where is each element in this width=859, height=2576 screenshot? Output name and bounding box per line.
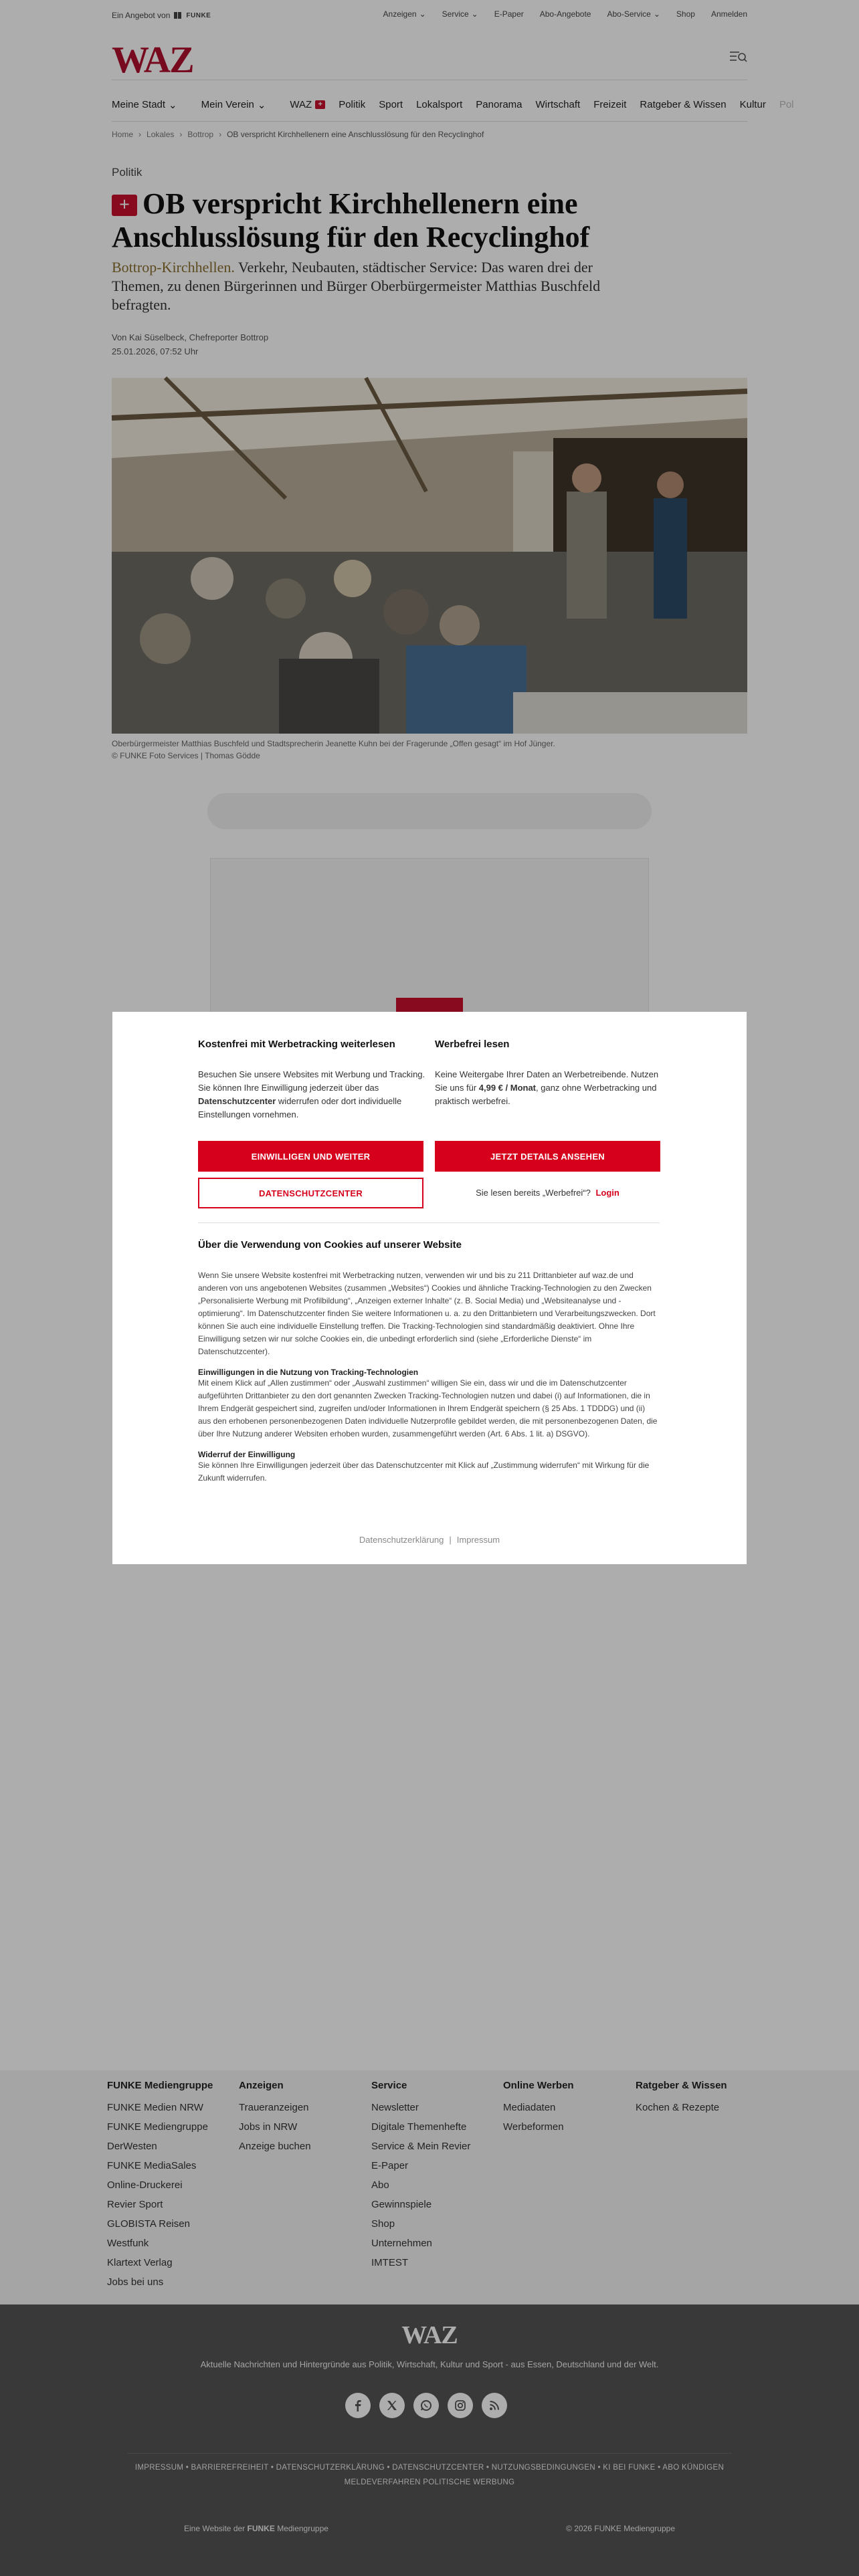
offer-prefix: Ein Angebot von <box>112 11 171 20</box>
breadcrumb-current: OB verspricht Kirchhellenern eine Anschlusslösung für den Recyclinghof <box>227 130 484 139</box>
nav-item-wirtschaft[interactable]: Wirtschaft <box>535 99 581 110</box>
footer-link[interactable]: Jobs in NRW <box>239 2121 298 2133</box>
offer-brand: FUNKE <box>186 11 211 19</box>
topbar-link-shop[interactable]: Shop <box>676 9 695 19</box>
details-button[interactable]: JETZT DETAILS ANSEHEN <box>435 1141 660 1172</box>
chevron-down-icon: ⌄ <box>169 99 177 111</box>
legal-line[interactable]: IMPRESSUM • BARRIEREFREIHEIT • DATENSCHUTZERKLÄRUNG • DATENSCHUTZCENTER • NUTZUNGSBEDINGUNGEN • KI BEI FUNKE • ABO KÜNDIGEN <box>134 2464 725 2472</box>
cookie-info-subtitle: Einwilligungen in die Nutzung von Tracking-Technologien <box>198 1368 419 1377</box>
footer-link[interactable]: Newsletter <box>371 2102 419 2113</box>
copyright: © 2026 FUNKE Mediengruppe <box>566 2524 675 2533</box>
footer-link[interactable]: DerWesten <box>107 2141 157 2152</box>
already-subscribed-row <box>435 1188 660 1198</box>
headline-text: OB verspricht Kirchhellenern eine Anschlusslösung für den Recyclinghof <box>112 187 590 253</box>
footer-link[interactable]: Shop <box>371 2218 395 2230</box>
adfree-price: 4,99 € / Monat <box>478 1083 537 1093</box>
nav-item-freizeit[interactable]: Freizeit <box>593 99 627 110</box>
consent-footer-links: Datenschutzerklärung | Impressum <box>112 1535 747 1545</box>
legal-line[interactable]: MELDEVERFAHREN POLITISCHE WERBUNG <box>344 2478 515 2486</box>
login-link[interactable]: Login <box>595 1188 619 1198</box>
consent-free-text: Besuchen Sie unsere Websites mit Werbung und Tracking. Sie können Ihre Einwilligung jederzeit über das Datenschutzcenter widerrufen oder dort individuelle Einstellungen vornehmen. <box>198 1069 425 1119</box>
consent-adfree-column <box>435 1039 662 1108</box>
footer-link[interactable]: E-Paper <box>371 2160 409 2171</box>
imprint-link[interactable]: Impressum <box>456 1535 500 1545</box>
footer-link[interactable]: Traueranzeigen <box>239 2102 309 2113</box>
cookie-info-paragraph: Mit einem Klick auf „Allen zustimmen“ oder „Auswahl zustimmen“ willigen Sie ein, dass wir und die im Datenschutzcenter aufgeführten Drittanbieter zu den dort genannten Zwecken Tracking-Technologien nutzen und dabei (i) auf Informationen, die in Ihrem Endgerät gespeichert sind, zugreifen und/oder Informationen in Ihrem Endgerät speichern (§ 25 Abs. 1 TDDDG) und (ii) aus den erhobenen personenbezogenen Daten individuelle Nutzerprofile gebildet werden, die mit personenbezogenen Daten, die über Ihre Nutzung anderer Websiten erhoben wurden, zusammengeführt werden (Art. 6 Abs. 1 lit. a) DSGVO). <box>198 1378 658 1438</box>
breadcrumb-lokales[interactable]: Lokales <box>147 130 175 139</box>
breadcrumb-home[interactable]: Home <box>112 130 134 139</box>
chevron-down-icon: ⌄ <box>471 9 478 19</box>
consent-adfree-title: Werbefrei lesen <box>435 1039 510 1050</box>
footer-link[interactable]: Anzeige buchen <box>239 2141 311 2152</box>
cookie-info-title: Über die Verwendung von Cookies auf unserer Website <box>198 1239 462 1251</box>
footer-link[interactable]: IMTEST <box>371 2257 408 2268</box>
footer-link[interactable]: Gewinnspiele <box>371 2199 432 2210</box>
topbar-link-epaper[interactable]: E-Paper <box>494 9 524 19</box>
footer-col-title: FUNKE Mediengruppe <box>107 2080 213 2091</box>
footer-link[interactable]: Kochen & Rezepte <box>636 2102 720 2113</box>
accept-button[interactable]: EINWILLIGEN UND WEITER <box>198 1141 423 1172</box>
cookie-consent-dialog <box>112 1012 747 1564</box>
author[interactable]: Von Kai Süselbeck, Chefreporter Bottrop <box>112 332 269 342</box>
cookie-info-paragraph: Sie können Ihre Einwilligungen jederzeit über das Datenschutzcenter mit Klick auf „Zustimmung widerrufen“ mit Wirkung für die Zukunft widerrufen. <box>198 1461 650 1483</box>
footer-link[interactable]: Revier Sport <box>107 2199 163 2210</box>
privacy-center-inline-link[interactable]: Datenschutzcenter <box>198 1096 276 1106</box>
waz-logo[interactable]: WAZ <box>112 39 193 81</box>
login-link[interactable]: Anmelden <box>710 9 747 19</box>
topbar-link-service[interactable]: Service ⌄ <box>442 9 478 19</box>
footer-col-title: Ratgeber & Wissen <box>636 2080 727 2091</box>
publish-date: 25.01.2026, 07:52 Uhr <box>112 346 199 356</box>
footer-link[interactable]: FUNKE Medien NRW <box>107 2102 203 2113</box>
breadcrumb-bottrop[interactable]: Bottrop <box>187 130 214 139</box>
topbar-link-anzeigen[interactable]: Anzeigen ⌄ <box>383 9 426 19</box>
nav-mein-verein[interactable]: Mein Verein ⌄ <box>201 99 266 111</box>
footer-col-title: Anzeigen <box>239 2080 284 2091</box>
nav-item-kultur[interactable]: Kultur <box>739 99 766 110</box>
cookie-info-paragraph: Wenn Sie unsere Website kostenfrei mit Werbetracking nutzen, verwenden wir und bis zu 211 Drittanbieter auf waz.de und anderen von uns angebotenen Websites (zusammen „Websites“) Cookies und ähnliche Tracking-Technologien zu den Zwecken „Personalisierte Werbung mit Profilbildung“, „Anzeigen externer Inhalte“ (z. B. Social Media) und „Websiteanalyse und -optimierung“. Im Datenschutzcenter finden Sie weitere Informationen u. a. zu den Drittanbietern und Verarbeitungszwecken. Dort können Sie auch eine individuelle Einstellung treffen. Die Tracking-Technologien sind standardmäßig deaktiviert. Ohne Ihre Einwilligung setzen wir nur solche Cookies ein, die unbedingt erforderlich sind (siehe „Erforderliche Dienste“ im Datenschutzcenter). <box>198 1271 656 1356</box>
nav-waz-plus[interactable]: WAZ + <box>283 99 332 110</box>
footer-link[interactable]: FUNKE MediaSales <box>107 2160 197 2171</box>
footer-link[interactable]: Klartext Verlag <box>107 2257 173 2268</box>
footer-col-title: Online Werben <box>503 2080 574 2091</box>
consent-adfree-text: Keine Weitergabe Ihrer Daten an Werbetreibende. Nutzen Sie uns für 4,99 € / Monat, ganz ohne Werbetracking und praktisch werbefrei. <box>435 1069 659 1106</box>
footer-tagline: Aktuelle Nachrichten und Hintergründe aus Politik, Wirtschaft, Kultur und Sport - aus Essen, Deutschland und der Welt. <box>200 2359 659 2369</box>
website-of-brand[interactable]: FUNKE <box>247 2524 275 2533</box>
nav-meine-stadt[interactable]: Meine Stadt ⌄ <box>112 99 177 111</box>
chevron-down-icon: ⌄ <box>653 9 660 19</box>
article-kicker[interactable]: Politik <box>112 166 142 179</box>
lead-place: Bottrop-Kirchhellen. <box>112 259 235 276</box>
footer-link[interactable]: Unternehmen <box>371 2238 432 2249</box>
consent-free-title: Kostenfrei mit Werbetracking weiterlesen <box>198 1039 395 1050</box>
footer-link[interactable]: Online-Druckerei <box>107 2179 183 2191</box>
nav-item-politik-cut[interactable]: Pol <box>779 99 794 110</box>
consent-divider <box>198 1222 660 1223</box>
nav-item-panorama[interactable]: Panorama <box>476 99 522 110</box>
website-of-prefix: Eine Website der <box>184 2524 246 2533</box>
footer-link[interactable]: Werbeformen <box>503 2121 564 2133</box>
privacy-center-button[interactable]: DATENSCHUTZCENTER <box>198 1178 423 1208</box>
footer-link[interactable]: Service & Mein Revier <box>371 2141 471 2152</box>
breadcrumb: Home › Lokales › Bottrop › OB verspricht Kirchhellenern eine Anschlusslösung für den Recyclinghof <box>112 130 484 139</box>
footer-logo[interactable]: WAZ <box>401 2321 458 2349</box>
footer-link[interactable]: FUNKE Mediengruppe <box>107 2121 208 2133</box>
photo-credit: © FUNKE Foto Services | Thomas Gödde <box>112 751 260 760</box>
footer-link[interactable]: Abo <box>371 2179 389 2191</box>
footer-link[interactable]: Jobs bei uns <box>107 2276 164 2288</box>
footer-link[interactable]: Westfunk <box>107 2238 149 2249</box>
topbar-link-abo-service[interactable]: Abo-Service ⌄ <box>607 9 660 19</box>
cookie-info <box>198 1239 660 1494</box>
footer-col-title: Service <box>371 2080 407 2091</box>
lead-text: Verkehr, Neubauten, städtischer Service: Das waren drei der Themen, zu denen Bürgerinnen und Bürger Oberbürgermeister Matthias Buschfeld befragten. <box>112 259 601 313</box>
consent-free-column <box>198 1039 425 1121</box>
footer-link[interactable]: Digitale Themenhefte <box>371 2121 467 2133</box>
website-of-suffix: Mediengruppe <box>277 2524 328 2533</box>
footer-link[interactable]: GLOBISTA Reisen <box>107 2218 190 2230</box>
nav-item-politik[interactable]: Politik <box>339 99 366 110</box>
plus-icon: + <box>112 195 137 216</box>
chevron-down-icon: ⌄ <box>419 9 426 19</box>
topbar-link-abo-angebote[interactable]: Abo-Angebote <box>539 9 591 19</box>
footer-link[interactable]: Mediadaten <box>503 2102 556 2113</box>
nav-item-sport[interactable]: Sport <box>379 99 403 110</box>
privacy-policy-link[interactable]: Datenschutzerklärung <box>359 1535 444 1545</box>
already-subscribed-text: Sie lesen bereits „Werbefrei“? <box>476 1188 591 1198</box>
caption-text: Oberbürgermeister Matthias Buschfeld und Stadtsprecherin Jeanette Kuhn bei der Fragerunde „Offen gesagt“ im Hof Jünger. <box>112 739 555 748</box>
nav-item-ratgeber[interactable]: Ratgeber & Wissen <box>640 99 727 110</box>
nav-item-lokalsport[interactable]: Lokalsport <box>416 99 463 110</box>
cookie-info-subtitle: Widerruf der Einwilligung <box>198 1450 296 1459</box>
chevron-down-icon: ⌄ <box>257 99 266 111</box>
plus-icon: + <box>315 100 325 109</box>
